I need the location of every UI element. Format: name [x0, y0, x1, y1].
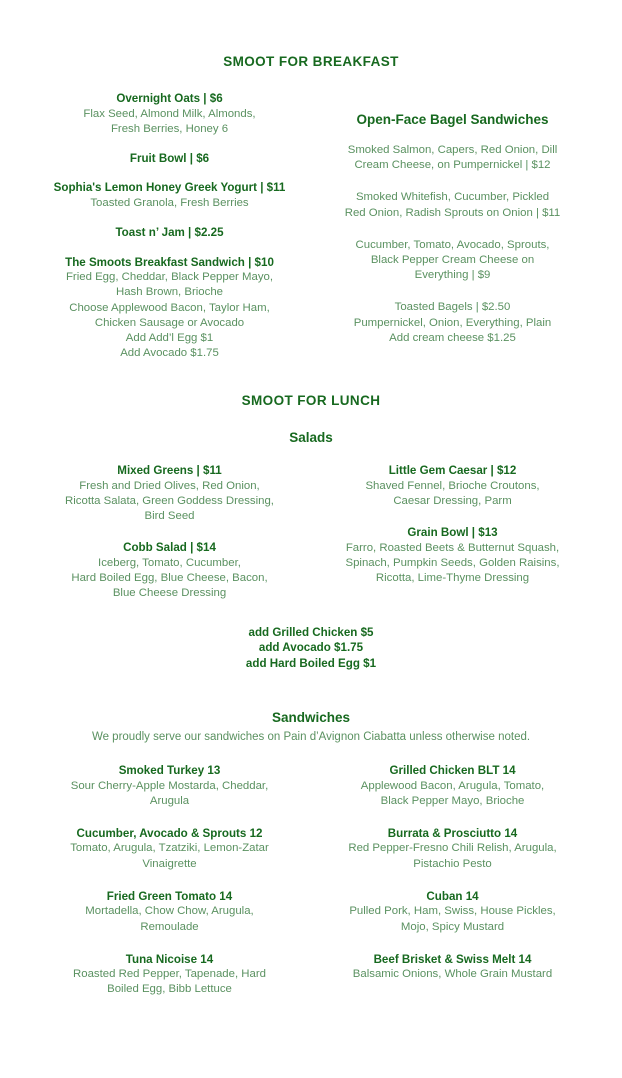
- menu-item-description: Sour Cherry-Apple Mostarda, Cheddar, Arugula: [70, 779, 269, 807]
- menu-item-name: Smoked Turkey 13: [118, 764, 221, 778]
- menu-item: [36, 225, 303, 241]
- salad-addons: add Grilled Chicken $5 add Avocado $1.75 add Hard Boiled Egg $1: [245, 625, 377, 670]
- menu-item-name: Tuna Nicoise 14: [125, 952, 214, 966]
- menu-item: [319, 826, 586, 872]
- menu-item-name: Fruit Bowl | $6: [129, 151, 210, 165]
- menu-item-description: Smoked Salmon, Capers, Red Onion, Dill Cream Cheese, on Pumpernickel | $12: [347, 144, 558, 172]
- menu-item: [36, 255, 303, 362]
- menu-item-name: Toast n’ Jam | $2.25: [115, 226, 224, 240]
- menu-item-description: Toasted Bagels | $2.50 Pumpernickel, Onion, Everything, Plain Add cream cheese $1.25: [353, 301, 552, 344]
- menu-item-name: Cucumber, Avocado & Sprouts 12: [76, 826, 263, 840]
- group-title-sandwiches: Sandwiches: [271, 710, 351, 726]
- menu-item-name: Grain Bowl | $13: [407, 526, 498, 540]
- menu-item-name: Mixed Greens | $11: [117, 464, 222, 478]
- menu-item-description: Farro, Roasted Beets & Butternut Squash, Spinach, Pumpkin Seeds, Golden Raisins, Ricotta, Lime-Thyme Dressing: [345, 541, 560, 585]
- menu-item-description: Flax Seed, Almond Milk, Almonds, Fresh Berries, Honey 6: [83, 107, 256, 135]
- menu-item: [319, 238, 586, 284]
- menu-item-name: The Smoots Breakfast Sandwich | $10: [65, 255, 274, 269]
- menu-item-description: Tomato, Arugula, Tzatziki, Lemon-Zatar Vinaigrette: [70, 842, 269, 870]
- sandwiches-left-column: [36, 763, 311, 998]
- menu-item: [36, 952, 303, 998]
- menu-item-description: Applewood Bacon, Arugula, Tomato, Black Pepper Mayo, Brioche: [360, 779, 545, 807]
- menu-item-description: Smoked Whitefish, Cucumber, Pickled Red Onion, Radish Sprouts on Onion | $11: [344, 191, 561, 219]
- section-title-lunch: SMOOT FOR LUNCH: [241, 393, 381, 409]
- menu-item-name: Little Gem Caesar | $12: [388, 464, 517, 478]
- salads-left-column: [36, 463, 311, 601]
- menu-item: [319, 463, 586, 509]
- menu-page: [0, 54, 622, 1078]
- breakfast-columns: [36, 91, 586, 361]
- menu-item-name: Cobb Salad | $14: [123, 541, 216, 555]
- menu-item-description: Shaved Fennel, Brioche Croutons, Caesar Dressing, Parm: [365, 479, 540, 508]
- breakfast-right-column: [311, 91, 586, 361]
- menu-item: [319, 190, 586, 220]
- salads-right-column: [311, 463, 586, 601]
- menu-item: [36, 763, 303, 809]
- menu-item-description: Cucumber, Tomato, Avocado, Sprouts, Black Pepper Cream Cheese on Everything | $9: [355, 238, 550, 282]
- menu-item: [319, 889, 586, 935]
- menu-item: [36, 463, 303, 524]
- menu-item: [36, 180, 303, 211]
- menu-item: [319, 525, 586, 586]
- menu-item-name: Burrata & Prosciutto 14: [387, 826, 518, 840]
- menu-item-name: Sophia's Lemon Honey Greek Yogurt | $11: [53, 181, 286, 195]
- sandwiches-right-column: [311, 763, 586, 998]
- menu-item-description: Iceberg, Tomato, Cucumber, Hard Boiled Egg, Blue Cheese, Bacon, Blue Cheese Dressing: [71, 556, 268, 600]
- menu-item-name: Overnight Oats | $6: [116, 92, 223, 105]
- menu-item-description: Toasted Granola, Fresh Berries: [90, 196, 249, 209]
- sandwiches-columns: [36, 763, 586, 998]
- menu-item-name: Cuban 14: [426, 889, 479, 903]
- breakfast-left-column: [36, 91, 311, 361]
- menu-item: [319, 300, 586, 346]
- menu-item-name: Grilled Chicken BLT 14: [389, 764, 516, 778]
- menu-item-description: Mortadella, Chow Chow, Arugula, Remoulade: [85, 905, 254, 933]
- group-title-open-face-bagel-sandwiches: Open-Face Bagel Sandwiches: [356, 112, 549, 127]
- menu-item-description: Balsamic Onions, Whole Grain Mustard: [352, 968, 553, 981]
- menu-item-description: Fried Egg, Cheddar, Black Pepper Mayo, Hash Brown, Brioche Choose Applewood Bacon, Taylor Ham, Chicken Sausage or Avocado Add Add’l Egg $1 Add Avocado $1.75: [65, 271, 274, 360]
- menu-item: [319, 952, 586, 983]
- menu-item: [319, 143, 586, 173]
- salads-columns: [36, 463, 586, 601]
- menu-item-name: Beef Brisket & Swiss Melt 14: [373, 952, 532, 966]
- section-title-breakfast: SMOOT FOR BREAKFAST: [223, 54, 399, 69]
- menu-item: [36, 540, 303, 601]
- menu-item-description: Pulled Pork, Ham, Swiss, House Pickles, Mojo, Spicy Mustard: [349, 905, 556, 933]
- sandwiches-subtitle: We proudly serve our sandwiches on Pain d’Avignon Ciabatta unless otherwise noted.: [91, 731, 531, 744]
- menu-item: [36, 889, 303, 935]
- menu-item: [36, 91, 303, 137]
- menu-item-description: Fresh and Dried Olives, Red Onion, Ricotta Salata, Green Goddess Dressing, Bird Seed: [65, 479, 274, 523]
- menu-item-name: Fried Green Tomato 14: [106, 889, 233, 903]
- menu-item: [36, 826, 303, 872]
- menu-item: [319, 763, 586, 809]
- menu-item: [36, 151, 303, 167]
- menu-item-description: Roasted Red Pepper, Tapenade, Hard Boiled Egg, Bibb Lettuce: [73, 968, 266, 996]
- menu-item-description: Red Pepper-Fresno Chili Relish, Arugula, Pistachio Pesto: [348, 842, 557, 870]
- group-title-salads: Salads: [289, 430, 333, 446]
